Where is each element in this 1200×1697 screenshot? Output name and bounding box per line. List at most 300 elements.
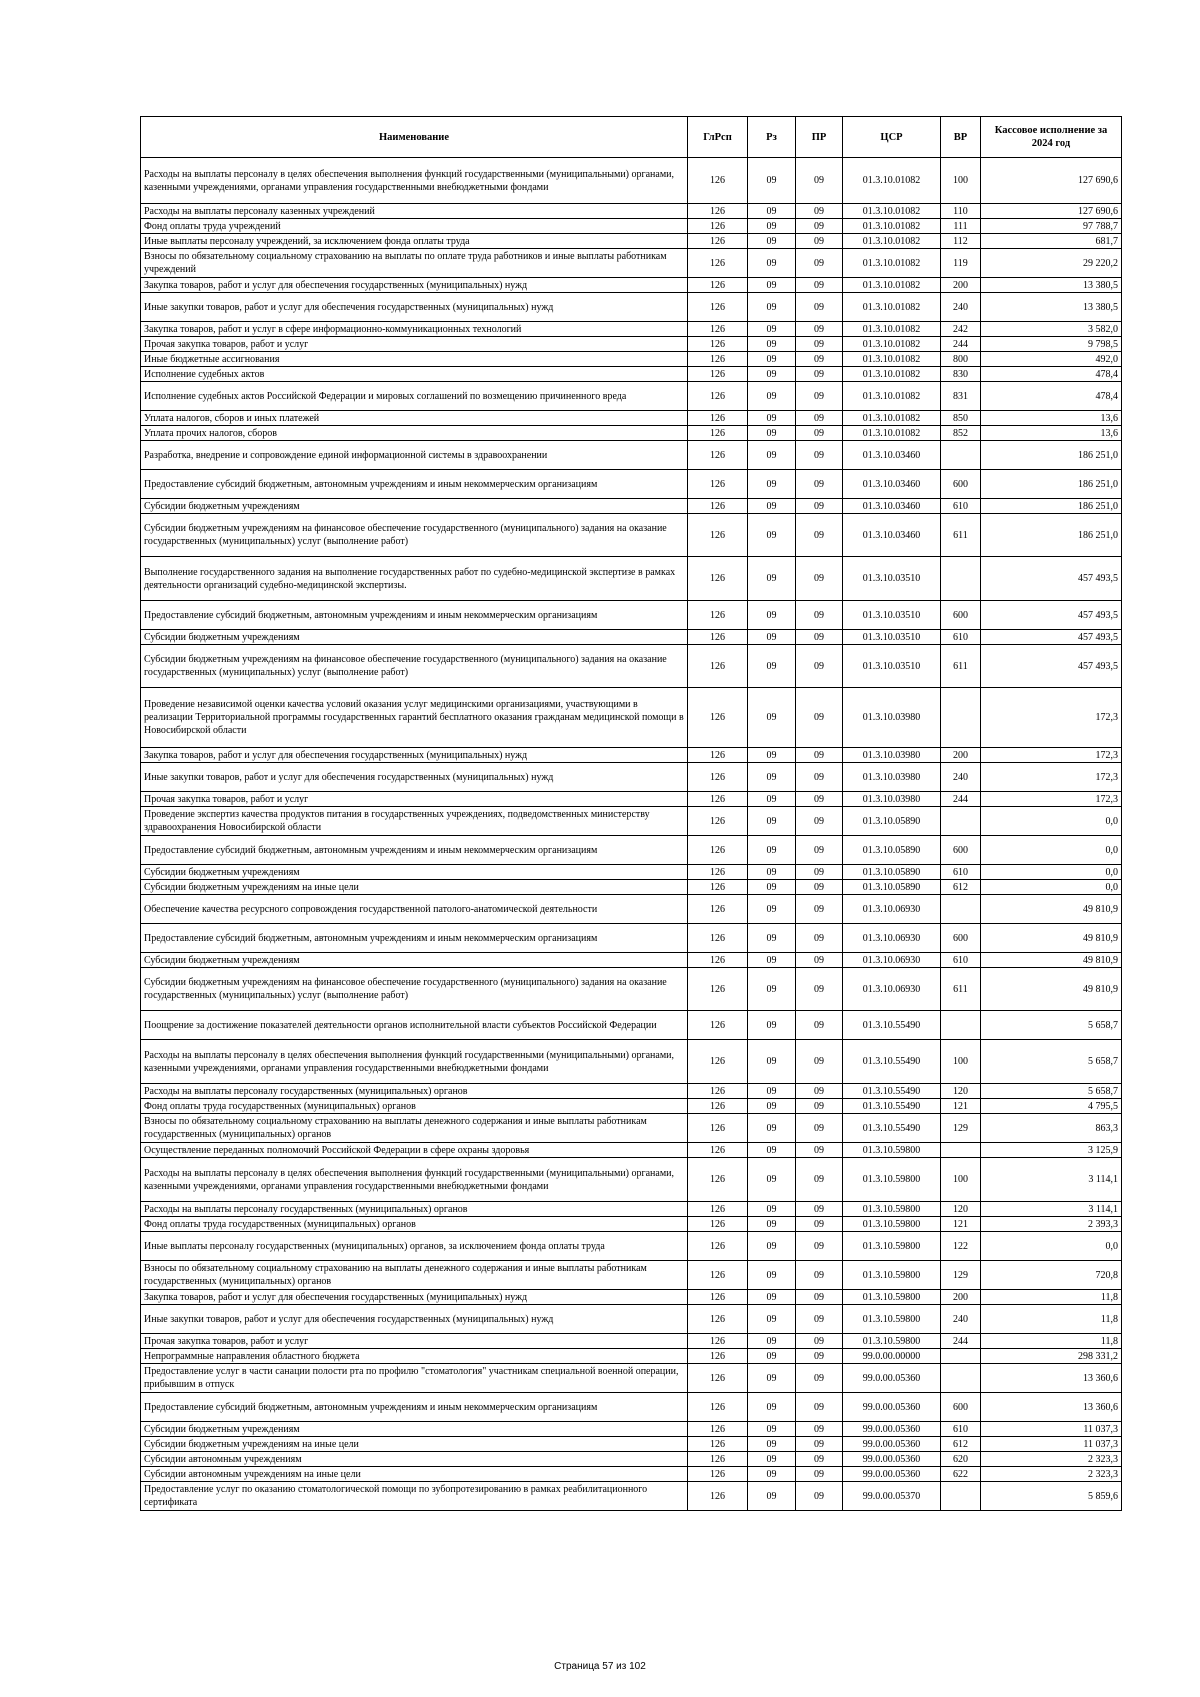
cell-vr: 100 [941,158,981,204]
cell-amount: 0,0 [981,865,1122,880]
cell-rz: 09 [748,337,796,352]
cell-pr: 09 [796,1217,843,1232]
cell-vr [941,1364,981,1393]
cell-pr: 09 [796,1290,843,1305]
cell-csr: 01.3.10.03460 [843,441,941,470]
cell-rz: 09 [748,1011,796,1040]
cell-vr: 122 [941,1232,981,1261]
cell-vr: 112 [941,234,981,249]
cell-name: Расходы на выплаты персоналу в целях обеспечения выполнения функций государственными (муниципальными) органами, казенными учреждениями, органами управления государственными внебюджетными фондами [141,1158,688,1202]
table-row [141,1334,1122,1349]
cell-rz: 09 [748,895,796,924]
col-header-name: Наименование [141,117,688,158]
cell-glrsp: 126 [688,1158,748,1202]
cell-glrsp: 126 [688,499,748,514]
cell-rz: 09 [748,1349,796,1364]
cell-vr: 830 [941,367,981,382]
cell-name: Поощрение за достижение показателей деятельности органов исполнительной власти субъектов Российской Федерации [141,1011,688,1040]
table-row [141,557,1122,601]
cell-rz: 09 [748,792,796,807]
cell-csr: 01.3.10.01082 [843,219,941,234]
table-row [141,1261,1122,1290]
cell-pr: 09 [796,953,843,968]
cell-rz: 09 [748,441,796,470]
cell-amount: 2 323,3 [981,1467,1122,1482]
cell-name: Закупка товаров, работ и услуг для обеспечения государственных (муниципальных) нужд [141,1290,688,1305]
cell-amount: 681,7 [981,234,1122,249]
cell-amount: 2 323,3 [981,1452,1122,1467]
cell-csr: 01.3.10.03510 [843,557,941,601]
cell-glrsp: 126 [688,1393,748,1422]
cell-name: Проведение экспертиз качества продуктов питания в государственных учреждениях, подведомственных министерству здравоохранения Новосибирской области [141,807,688,836]
cell-csr: 01.3.10.01082 [843,249,941,278]
cell-csr: 01.3.10.01082 [843,278,941,293]
cell-glrsp: 126 [688,630,748,645]
cell-glrsp: 126 [688,645,748,688]
cell-name: Взносы по обязательному социальному страхованию на выплаты денежного содержания и иные выплаты работникам государственных (муниципальных) органов [141,1261,688,1290]
cell-glrsp: 126 [688,441,748,470]
cell-name: Осуществление переданных полномочий Российской Федерации в сфере охраны здоровья [141,1143,688,1158]
cell-amount: 11,8 [981,1305,1122,1334]
table-row [141,1364,1122,1393]
cell-pr: 09 [796,1422,843,1437]
cell-rz: 09 [748,411,796,426]
cell-name: Взносы по обязательному социальному страхованию на выплаты по оплате труда работников и иные выплаты работникам учреждений [141,249,688,278]
cell-vr: 240 [941,763,981,792]
table-row [141,1099,1122,1114]
cell-glrsp: 126 [688,1040,748,1084]
cell-csr: 01.3.10.06930 [843,895,941,924]
cell-rz: 09 [748,1143,796,1158]
cell-amount: 9 798,5 [981,337,1122,352]
cell-amount: 298 331,2 [981,1349,1122,1364]
cell-pr: 09 [796,411,843,426]
cell-amount: 127 690,6 [981,204,1122,219]
cell-amount: 5 658,7 [981,1084,1122,1099]
table-row [141,249,1122,278]
table-row [141,470,1122,499]
cell-rz: 09 [748,1334,796,1349]
cell-glrsp: 126 [688,1422,748,1437]
cell-amount: 5 859,6 [981,1482,1122,1511]
cell-amount: 186 251,0 [981,514,1122,557]
budget-table [140,116,1122,1511]
cell-rz: 09 [748,249,796,278]
cell-name: Непрограммные направления областного бюджета [141,1349,688,1364]
cell-csr: 01.3.10.01082 [843,352,941,367]
cell-rz: 09 [748,807,796,836]
cell-amount: 0,0 [981,1232,1122,1261]
cell-glrsp: 126 [688,234,748,249]
cell-name: Прочая закупка товаров, работ и услуг [141,1334,688,1349]
cell-csr: 99.0.00.05370 [843,1482,941,1511]
cell-glrsp: 126 [688,293,748,322]
cell-amount: 49 810,9 [981,953,1122,968]
cell-name: Выполнение государственного задания на выполнение государственных работ по судебно-медицинской экспертизе в рамках деятельности организаций судебно-медицинской экспертизы. [141,557,688,601]
cell-name: Субсидии бюджетным учреждениям на финансовое обеспечение государственного (муниципального) задания на оказание государственных (муниципальных) услуг (выполнение работ) [141,514,688,557]
cell-glrsp: 126 [688,836,748,865]
table-row [141,1232,1122,1261]
cell-rz: 09 [748,748,796,763]
cell-name: Субсидии бюджетным учреждениям [141,953,688,968]
cell-glrsp: 126 [688,601,748,630]
cell-pr: 09 [796,1158,843,1202]
cell-csr: 01.3.10.59800 [843,1158,941,1202]
cell-name: Расходы на выплаты персоналу в целях обеспечения выполнения функций государственными (муниципальными) органами, казенными учреждениями, органами управления государственными внебюджетными фондами [141,158,688,204]
cell-name: Закупка товаров, работ и услуг в сфере информационно-коммуникационных технологий [141,322,688,337]
cell-pr: 09 [796,1011,843,1040]
cell-csr: 01.3.10.01082 [843,411,941,426]
cell-pr: 09 [796,337,843,352]
cell-csr: 01.3.10.06930 [843,953,941,968]
cell-glrsp: 126 [688,807,748,836]
cell-glrsp: 126 [688,1084,748,1099]
cell-amount: 3 114,1 [981,1202,1122,1217]
cell-rz: 09 [748,1393,796,1422]
table-row [141,924,1122,953]
cell-glrsp: 126 [688,1482,748,1511]
cell-vr: 119 [941,249,981,278]
cell-vr: 111 [941,219,981,234]
cell-vr [941,1011,981,1040]
cell-csr: 01.3.10.55490 [843,1099,941,1114]
table-row [141,158,1122,204]
cell-rz: 09 [748,1364,796,1393]
cell-amount: 13,6 [981,411,1122,426]
cell-pr: 09 [796,219,843,234]
cell-csr: 99.0.00.00000 [843,1349,941,1364]
table-row [141,792,1122,807]
cell-name: Предоставление субсидий бюджетным, автономным учреждениям и иным некоммерческим организациям [141,836,688,865]
cell-vr [941,895,981,924]
cell-pr: 09 [796,968,843,1011]
cell-rz: 09 [748,836,796,865]
cell-pr: 09 [796,836,843,865]
cell-pr: 09 [796,499,843,514]
cell-pr: 09 [796,367,843,382]
cell-pr: 09 [796,880,843,895]
table-row [141,322,1122,337]
cell-amount: 457 493,5 [981,645,1122,688]
cell-rz: 09 [748,204,796,219]
cell-rz: 09 [748,1202,796,1217]
cell-amount: 127 690,6 [981,158,1122,204]
cell-amount: 5 658,7 [981,1040,1122,1084]
cell-csr: 01.3.10.03510 [843,601,941,630]
cell-pr: 09 [796,426,843,441]
cell-glrsp: 126 [688,748,748,763]
cell-pr: 09 [796,1143,843,1158]
cell-rz: 09 [748,630,796,645]
cell-glrsp: 126 [688,1290,748,1305]
cell-glrsp: 126 [688,763,748,792]
cell-csr: 01.3.10.03980 [843,763,941,792]
table-row [141,895,1122,924]
cell-vr [941,807,981,836]
table-row [141,1467,1122,1482]
cell-amount: 0,0 [981,880,1122,895]
cell-csr: 01.3.10.59800 [843,1261,941,1290]
col-header-pr: ПР [796,117,843,158]
cell-glrsp: 126 [688,514,748,557]
cell-glrsp: 126 [688,249,748,278]
cell-name: Взносы по обязательному социальному страхованию на выплаты денежного содержания и иные выплаты работникам государственных (муниципальных) органов [141,1114,688,1143]
cell-glrsp: 126 [688,426,748,441]
cell-csr: 99.0.00.05360 [843,1452,941,1467]
cell-amount: 11,8 [981,1290,1122,1305]
table-row [141,1290,1122,1305]
cell-rz: 09 [748,645,796,688]
cell-glrsp: 126 [688,278,748,293]
cell-amount: 492,0 [981,352,1122,367]
cell-pr: 09 [796,1437,843,1452]
cell-glrsp: 126 [688,411,748,426]
cell-rz: 09 [748,1084,796,1099]
cell-vr: 612 [941,880,981,895]
cell-name: Закупка товаров, работ и услуг для обеспечения государственных (муниципальных) нужд [141,748,688,763]
cell-glrsp: 126 [688,470,748,499]
cell-name: Субсидии бюджетным учреждениям на финансовое обеспечение государственного (муниципального) задания на оказание государственных (муниципальных) услуг (выполнение работ) [141,968,688,1011]
cell-rz: 09 [748,293,796,322]
cell-csr: 01.3.10.59800 [843,1232,941,1261]
cell-name: Субсидии автономным учреждениям на иные цели [141,1467,688,1482]
cell-glrsp: 126 [688,792,748,807]
cell-pr: 09 [796,807,843,836]
cell-csr: 01.3.10.03460 [843,514,941,557]
cell-glrsp: 126 [688,1143,748,1158]
cell-vr: 622 [941,1467,981,1482]
cell-vr [941,1143,981,1158]
cell-pr: 09 [796,278,843,293]
cell-csr: 01.3.10.05890 [843,807,941,836]
cell-pr: 09 [796,1040,843,1084]
cell-vr: 240 [941,293,981,322]
table-row [141,1217,1122,1232]
cell-glrsp: 126 [688,953,748,968]
cell-vr: 611 [941,968,981,1011]
cell-vr: 129 [941,1261,981,1290]
cell-amount: 720,8 [981,1261,1122,1290]
table-row [141,382,1122,411]
cell-amount: 5 658,7 [981,1011,1122,1040]
cell-pr: 09 [796,865,843,880]
header-row [141,117,1122,158]
cell-name: Иные выплаты персоналу государственных (муниципальных) органов, за исключением фонда оплаты труда [141,1232,688,1261]
cell-glrsp: 126 [688,1261,748,1290]
cell-name: Проведение независимой оценки качества условий оказания услуг медицинскими организациями, участвующими в реализации Территориальной программы государственных гарантий бесплатного оказания гражданам медицинской помощи в Новосибирской области [141,688,688,748]
page-number: Страница 57 из 102 [554,1661,646,1672]
cell-vr: 244 [941,1334,981,1349]
cell-pr: 09 [796,557,843,601]
cell-rz: 09 [748,688,796,748]
cell-glrsp: 126 [688,1334,748,1349]
table-row [141,1202,1122,1217]
cell-name: Разработка, внедрение и сопровождение единой информационной системы в здравоохранении [141,441,688,470]
cell-glrsp: 126 [688,1452,748,1467]
cell-amount: 13 360,6 [981,1393,1122,1422]
cell-glrsp: 126 [688,1011,748,1040]
cell-csr: 01.3.10.03980 [843,748,941,763]
cell-csr: 01.3.10.03460 [843,499,941,514]
cell-rz: 09 [748,557,796,601]
cell-amount: 97 788,7 [981,219,1122,234]
table-row [141,219,1122,234]
cell-csr: 01.3.10.03510 [843,645,941,688]
cell-name: Субсидии бюджетным учреждениям на иные цели [141,880,688,895]
cell-pr: 09 [796,601,843,630]
cell-glrsp: 126 [688,895,748,924]
cell-csr: 01.3.10.55490 [843,1040,941,1084]
cell-rz: 09 [748,470,796,499]
cell-csr: 01.3.10.59800 [843,1305,941,1334]
cell-pr: 09 [796,322,843,337]
cell-rz: 09 [748,1422,796,1437]
cell-vr: 600 [941,601,981,630]
cell-pr: 09 [796,630,843,645]
col-header-rz: Рз [748,117,796,158]
cell-csr: 99.0.00.05360 [843,1364,941,1393]
cell-glrsp: 126 [688,1437,748,1452]
cell-rz: 09 [748,382,796,411]
cell-glrsp: 126 [688,1467,748,1482]
table-row [141,1143,1122,1158]
cell-name: Фонд оплаты труда учреждений [141,219,688,234]
table-row [141,426,1122,441]
cell-pr: 09 [796,1349,843,1364]
table-row [141,337,1122,352]
cell-name: Субсидии бюджетным учреждениям [141,1422,688,1437]
cell-csr: 01.3.10.55490 [843,1114,941,1143]
cell-rz: 09 [748,880,796,895]
table-row [141,1452,1122,1467]
cell-pr: 09 [796,204,843,219]
cell-glrsp: 126 [688,322,748,337]
table-row [141,953,1122,968]
table-row [141,1349,1122,1364]
cell-rz: 09 [748,763,796,792]
cell-vr: 610 [941,953,981,968]
cell-glrsp: 126 [688,1305,748,1334]
cell-rz: 09 [748,865,796,880]
cell-glrsp: 126 [688,557,748,601]
cell-name: Субсидии бюджетным учреждениям [141,499,688,514]
cell-name: Иные закупки товаров, работ и услуг для обеспечения государственных (муниципальных) нужд [141,1305,688,1334]
cell-amount: 13 380,5 [981,293,1122,322]
cell-amount: 0,0 [981,807,1122,836]
cell-vr: 831 [941,382,981,411]
cell-amount: 4 795,5 [981,1099,1122,1114]
cell-rz: 09 [748,514,796,557]
cell-amount: 457 493,5 [981,557,1122,601]
cell-amount: 11,8 [981,1334,1122,1349]
cell-glrsp: 126 [688,1232,748,1261]
cell-rz: 09 [748,367,796,382]
cell-name: Субсидии бюджетным учреждениям на иные цели [141,1437,688,1452]
cell-pr: 09 [796,645,843,688]
table-row [141,1437,1122,1452]
cell-csr: 01.3.10.06930 [843,924,941,953]
table-row [141,807,1122,836]
cell-pr: 09 [796,748,843,763]
cell-vr: 240 [941,1305,981,1334]
cell-name: Расходы на выплаты персоналу государственных (муниципальных) органов [141,1084,688,1099]
cell-name: Иные закупки товаров, работ и услуг для обеспечения государственных (муниципальных) нужд [141,763,688,792]
cell-name: Закупка товаров, работ и услуг для обеспечения государственных (муниципальных) нужд [141,278,688,293]
cell-vr: 100 [941,1158,981,1202]
cell-glrsp: 126 [688,880,748,895]
cell-rz: 09 [748,1217,796,1232]
cell-glrsp: 126 [688,1099,748,1114]
cell-csr: 01.3.10.59800 [843,1217,941,1232]
cell-glrsp: 126 [688,1349,748,1364]
cell-amount: 457 493,5 [981,601,1122,630]
cell-name: Исполнение судебных актов [141,367,688,382]
table-row [141,630,1122,645]
cell-vr: 610 [941,1422,981,1437]
cell-name: Исполнение судебных актов Российской Федерации и мировых соглашений по возмещению причиненного вреда [141,382,688,411]
cell-pr: 09 [796,382,843,411]
cell-name: Обеспечение качества ресурсного сопровождения государственной патолого-анатомической деятельности [141,895,688,924]
cell-amount: 13,6 [981,426,1122,441]
cell-rz: 09 [748,1290,796,1305]
cell-vr: 120 [941,1202,981,1217]
cell-csr: 01.3.10.01082 [843,234,941,249]
cell-rz: 09 [748,499,796,514]
cell-csr: 99.0.00.05360 [843,1437,941,1452]
cell-glrsp: 126 [688,352,748,367]
cell-csr: 01.3.10.06930 [843,968,941,1011]
cell-pr: 09 [796,234,843,249]
cell-glrsp: 126 [688,219,748,234]
cell-csr: 01.3.10.59800 [843,1290,941,1305]
cell-csr: 01.3.10.05890 [843,865,941,880]
cell-pr: 09 [796,1305,843,1334]
table-row [141,1422,1122,1437]
cell-rz: 09 [748,1040,796,1084]
cell-vr: 610 [941,865,981,880]
cell-name: Предоставление услуг в части санации полости рта по профилю "стоматология" участникам специальной военной операции, прибывшим в отпуск [141,1364,688,1393]
cell-glrsp: 126 [688,337,748,352]
cell-vr: 611 [941,645,981,688]
cell-amount: 13 360,6 [981,1364,1122,1393]
cell-vr: 600 [941,1393,981,1422]
table-row [141,293,1122,322]
cell-csr: 99.0.00.05360 [843,1422,941,1437]
cell-pr: 09 [796,352,843,367]
cell-csr: 01.3.10.59800 [843,1202,941,1217]
cell-name: Иные бюджетные ассигнования [141,352,688,367]
cell-pr: 09 [796,1393,843,1422]
cell-vr [941,557,981,601]
cell-pr: 09 [796,1334,843,1349]
cell-rz: 09 [748,601,796,630]
cell-rz: 09 [748,1099,796,1114]
table-row [141,763,1122,792]
col-header-vr: ВР [941,117,981,158]
cell-name: Предоставление услуг по оказанию стоматологической помощи по зубопротезированию в рамках реабилитационного сертификата [141,1482,688,1511]
cell-pr: 09 [796,293,843,322]
cell-csr: 01.3.10.59800 [843,1334,941,1349]
table-row [141,234,1122,249]
table-row [141,865,1122,880]
cell-amount: 172,3 [981,748,1122,763]
cell-rz: 09 [748,278,796,293]
table-row [141,645,1122,688]
cell-rz: 09 [748,1114,796,1143]
cell-pr: 09 [796,158,843,204]
cell-amount: 3 114,1 [981,1158,1122,1202]
cell-pr: 09 [796,763,843,792]
